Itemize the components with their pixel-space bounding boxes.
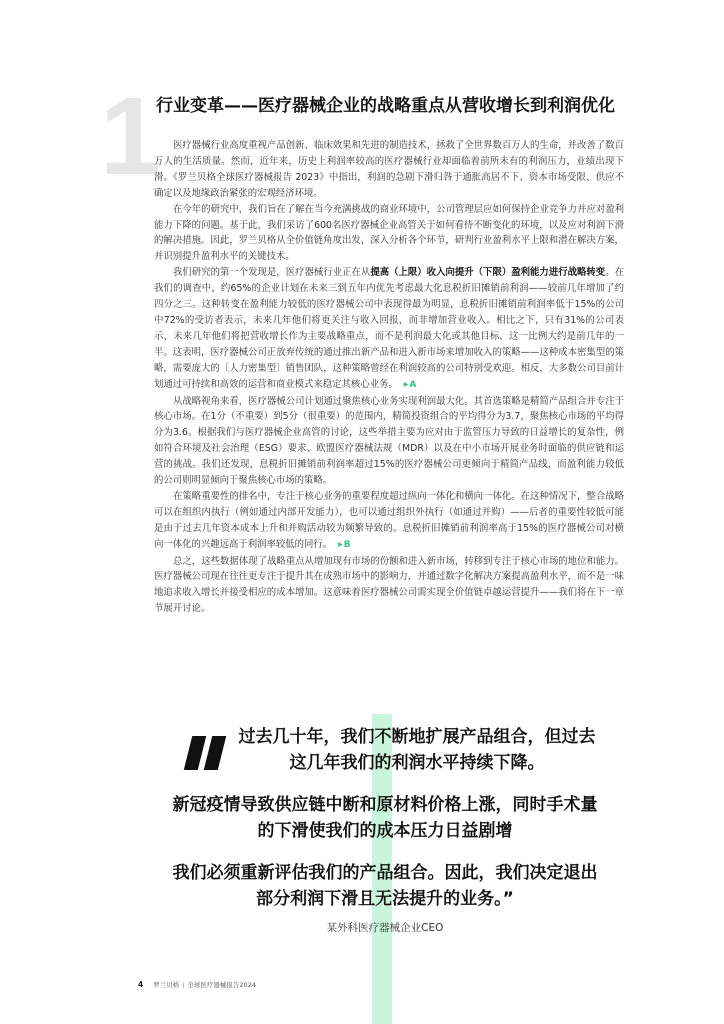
section-title: 行业变革——医疗器械企业的战略重点从营收增长到利润优化 — [156, 96, 615, 116]
quote-source: 某外科医疗器械企业CEO — [326, 922, 444, 934]
quote-line-1: 过去几十年，我们不断地扩展产品组合，但过去这几年我们的利润水平持续下降。 — [238, 727, 596, 773]
figure-ref-a[interactable]: ▶ A — [404, 380, 417, 390]
footer-separator: | — [182, 981, 185, 989]
paragraph-6: 总之，这些数据体现了战略重点从增加现有市场的份额和进入新市场，转移到专注于核心市场的地位和能力。医疗器械公司现在往往更专注于提升其在成熟市场中的影响力，并通过数字化解决方案提高盈利水平，而不是一味地追求收入增长并接受相应的成本增加。这意味着医疗器械公司需实现全价值链卓越运营提升——我们将在下一章节展开讨论。 — [154, 555, 624, 615]
paragraph-4: 从战略视角来看，医疗器械公司计划通过聚焦核心业务实现利润最大化。其首选策略是精简产品组合并专注于核心市场。在1分（不重要）到5分（很重要）的范围内，精简投资组合的平均得分为3.7，聚焦核心市场的平均得分为3.6。根据我们与医疗器械企业高管的讨论，这些举措主要为应对由于监管压力导致的日益增长的复杂性，例如符合环境及社会治理（ESG）要求、欧盟医疗器械法规（MDR）以及在中小市场开展业务时面临的供应链和运营的挑战。我们还发现，息税折旧摊销前利润率超过15%的医疗器械公司更倾向于精简产品线，而盈利能力较低的公司则明显倾向于聚焦核心市场的策略。 — [154, 395, 624, 487]
footer-report: 全球医疗器械报告2024 — [187, 981, 256, 989]
pull-quote — [170, 724, 600, 912]
section-number: 1 — [100, 75, 158, 198]
paragraph-3-rest: 。在我们的调查中，约65%的企业计划在未来三到五年内优先考虑最大化息税折旧摊销前利润——较前几年增加了约四分之三。这种转变在盈利能力较低的医疗器械公司中表现得最为明显，息税折旧摊销前利润率低于15%的公司中72%的受访者表示，未来几年他们将更关注与收入回报，而非增加营业收入。相比之下，只有31%的公司表示，未来几年他们将把营收增长作为主要战略重点，而不是利润最大化或其他目标，这一比例大约是前几年的一半。这表明，医疗器械公司正放弃传统的通过推出新产品和进入新市场来增加收入的策略——这种成本密集型的策略，需要庞大的〔人力密集型〕销售团队，这种策略曾经在利润较高的公司特别受欢迎。相反，大多数公司目前计划通过可持续和高效的运营和商业模式来稳定其核心业务。 — [154, 267, 624, 390]
footer-brand: 罗兰贝格 — [153, 981, 180, 989]
paragraph-5-text: 在策略重要性的排名中，专注于核心业务的重要程度超过纵向一体化和横向一体化。在这种情况下，整合战略可以在组织内执行（例如通过内部开发能力），也可以通过组织外执行（如通过并购）——后者的重要性较低可能是由于过去几年资本成本上升和并购活动较为频繁导致的。息税折旧摊销前利润率高于15%的医疗器械公司对横向一体化的兴趣远高于利润率较低的同行。 — [154, 490, 624, 550]
paragraph-3-highlight: 提高（上限）收入向提升（下限）盈利能力进行战略转变 — [370, 267, 606, 279]
paragraph-3-lead: 我们研究的第一个发现是，医疗器械行业正在从 — [173, 267, 371, 279]
page-footer — [138, 980, 256, 989]
paragraph-1: 医疗器械行业高度重视产品创新、临床效果和先进的制造技术，拯救了全世界数百万人的生命，并改善了数百万人的生活质量。然而，近年来，历史上利润率较高的医疗器械行业却面临着前所未有的利润压力，业绩出现下滑。《罗兰贝格全球医疗器械报告 2023》中指出，利润的急剧下滑归咎于通胀高居不下、资本市场受限、供应不确定以及地缘政治紧张的宏观经济环境。 — [154, 140, 624, 199]
page-number: 4 — [138, 980, 144, 989]
paragraph-5 — [154, 489, 624, 554]
paragraph-2: 在今年的研究中，我们旨在了解在当今充满挑战的商业环境中，公司管理层应如何保持企业竞争力并应对盈利能力下降的问题。基于此，我们采访了600名医疗器械企业高管关于如何看待不断变化的环境，以及应对利润下滑的解决措施。因此，罗兰贝格从全价值链角度出发，深入分析各个环节，研判行业盈利水平上限和潜在解决方案，并识别提升盈利水平的关键技术。 — [154, 203, 624, 263]
quote-line-3: 我们必须重新评估我们的产品组合。因此，我们决定退出部分利润下滑且无法提升的业务。” — [172, 863, 598, 909]
paragraph-3 — [154, 265, 624, 393]
quote-line-2: 新冠疫情导致供应链中断和原材料价格上涨，同时手术量的下滑使我们的成本压力日益剧增 — [172, 795, 598, 841]
figure-ref-b[interactable]: ▶ B — [338, 540, 351, 550]
body-text — [154, 138, 624, 617]
